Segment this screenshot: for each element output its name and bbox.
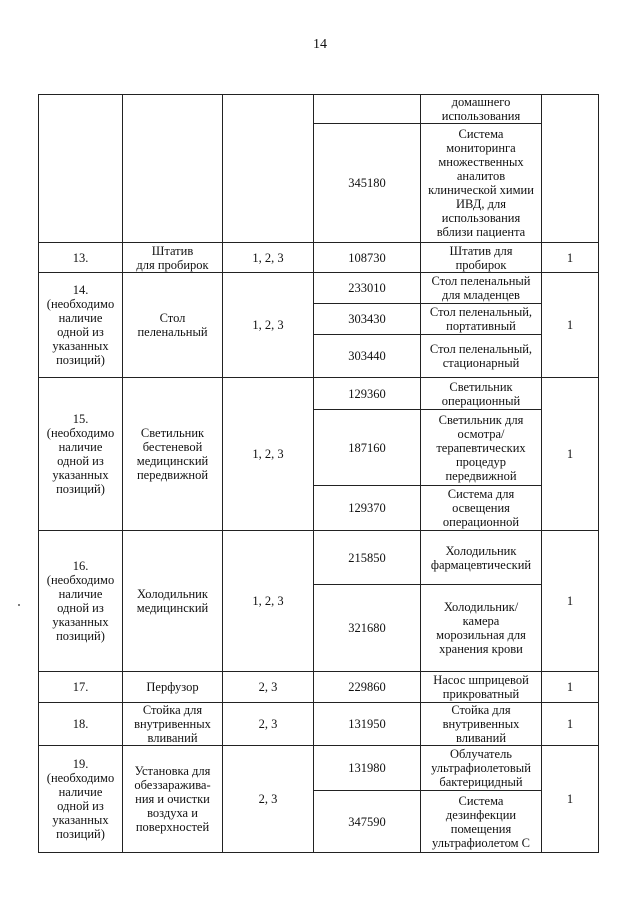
cell-qty: 1: [542, 531, 599, 672]
cell-level: 2, 3: [223, 746, 314, 853]
cell-product-name: Система для освещения операционной: [421, 486, 542, 531]
cell-qty: 1: [542, 273, 599, 378]
cell-code: 229860: [314, 672, 421, 703]
cell-product-name: домашнего использования: [421, 95, 542, 124]
cell-level: 2, 3: [223, 703, 314, 746]
cell-equipment-name: Штатив для пробирок: [123, 243, 223, 273]
cell-code: 347590: [314, 791, 421, 853]
cell-product-name: Светильник для осмотра/ терапевтических процедур передвижной: [421, 410, 542, 486]
cell-product-name: Стойка для внутривенных вливаний: [421, 703, 542, 746]
cell-code: 187160: [314, 410, 421, 486]
cell-product-name: Облучатель ультрафиолетовый бактерицидный: [421, 746, 542, 791]
table-row: [39, 672, 599, 703]
table-row: [39, 243, 599, 273]
cell-equipment-name: Стойка для внутривенных вливаний: [123, 703, 223, 746]
cell-num: 14. (необходимо наличие одной из указанных позиций): [39, 273, 123, 378]
cell-product-name: Стол пеленальный для младенцев: [421, 273, 542, 304]
cell-code: 233010: [314, 273, 421, 304]
cell-code: 303440: [314, 335, 421, 378]
page-number: 14: [313, 37, 327, 52]
cell-num: 15. (необходимо наличие одной из указанных позиций): [39, 378, 123, 531]
cell-code: 108730: [314, 243, 421, 273]
cell-equipment-name: Перфузор: [123, 672, 223, 703]
cell-code: [314, 95, 421, 124]
cell-code: 131950: [314, 703, 421, 746]
cell-equipment-name: Стол пеленальный: [123, 273, 223, 378]
cell-num: 18.: [39, 703, 123, 746]
cell-level: [223, 95, 314, 243]
cell-product-name: Штатив для пробирок: [421, 243, 542, 273]
stray-mark: [18, 604, 20, 606]
cell-qty: 1: [542, 378, 599, 531]
cell-num: 16. (необходимо наличие одной из указанных позиций): [39, 531, 123, 672]
table-row: [39, 95, 599, 124]
cell-code: 345180: [314, 124, 421, 243]
cell-qty: [542, 95, 599, 243]
cell-product-name: Стол пеленальный, портативный: [421, 304, 542, 335]
cell-code: 129370: [314, 486, 421, 531]
cell-level: 1, 2, 3: [223, 531, 314, 672]
equipment-table: [38, 94, 599, 853]
cell-num: 13.: [39, 243, 123, 273]
cell-product-name: Холодильник/ камера морозильная для хранения крови: [421, 585, 542, 672]
table-row: [39, 378, 599, 410]
cell-level: 1, 2, 3: [223, 378, 314, 531]
table-row: [39, 703, 599, 746]
cell-code: 129360: [314, 378, 421, 410]
cell-num: 19. (необходимо наличие одной из указанных позиций): [39, 746, 123, 853]
cell-equipment-name: Холодильник медицинский: [123, 531, 223, 672]
cell-qty: 1: [542, 672, 599, 703]
cell-qty: 1: [542, 746, 599, 853]
table-row: [39, 531, 599, 585]
cell-equipment-name: Светильник бестеневой медицинский передвижной: [123, 378, 223, 531]
cell-product-name: Стол пеленальный, стационарный: [421, 335, 542, 378]
cell-equipment-name: Установка для обеззаражива- ния и очистки воздуха и поверхностей: [123, 746, 223, 853]
cell-code: 215850: [314, 531, 421, 585]
cell-equipment-name: [123, 95, 223, 243]
cell-code: 321680: [314, 585, 421, 672]
cell-code: 303430: [314, 304, 421, 335]
cell-product-name: Система мониторинга множественных аналитов клинической химии ИВД, для использования вблизи пациента: [421, 124, 542, 243]
cell-level: 1, 2, 3: [223, 243, 314, 273]
cell-code: 131980: [314, 746, 421, 791]
cell-num: [39, 95, 123, 243]
cell-product-name: Холодильник фармацевтический: [421, 531, 542, 585]
cell-product-name: Светильник операционный: [421, 378, 542, 410]
cell-level: 2, 3: [223, 672, 314, 703]
cell-product-name: Насос шприцевой прикроватный: [421, 672, 542, 703]
cell-qty: 1: [542, 703, 599, 746]
table-row: [39, 273, 599, 304]
table-row: [39, 746, 599, 791]
cell-level: 1, 2, 3: [223, 273, 314, 378]
cell-qty: 1: [542, 243, 599, 273]
cell-product-name: Система дезинфекции помещения ультрафиолетом С: [421, 791, 542, 853]
cell-num: 17.: [39, 672, 123, 703]
